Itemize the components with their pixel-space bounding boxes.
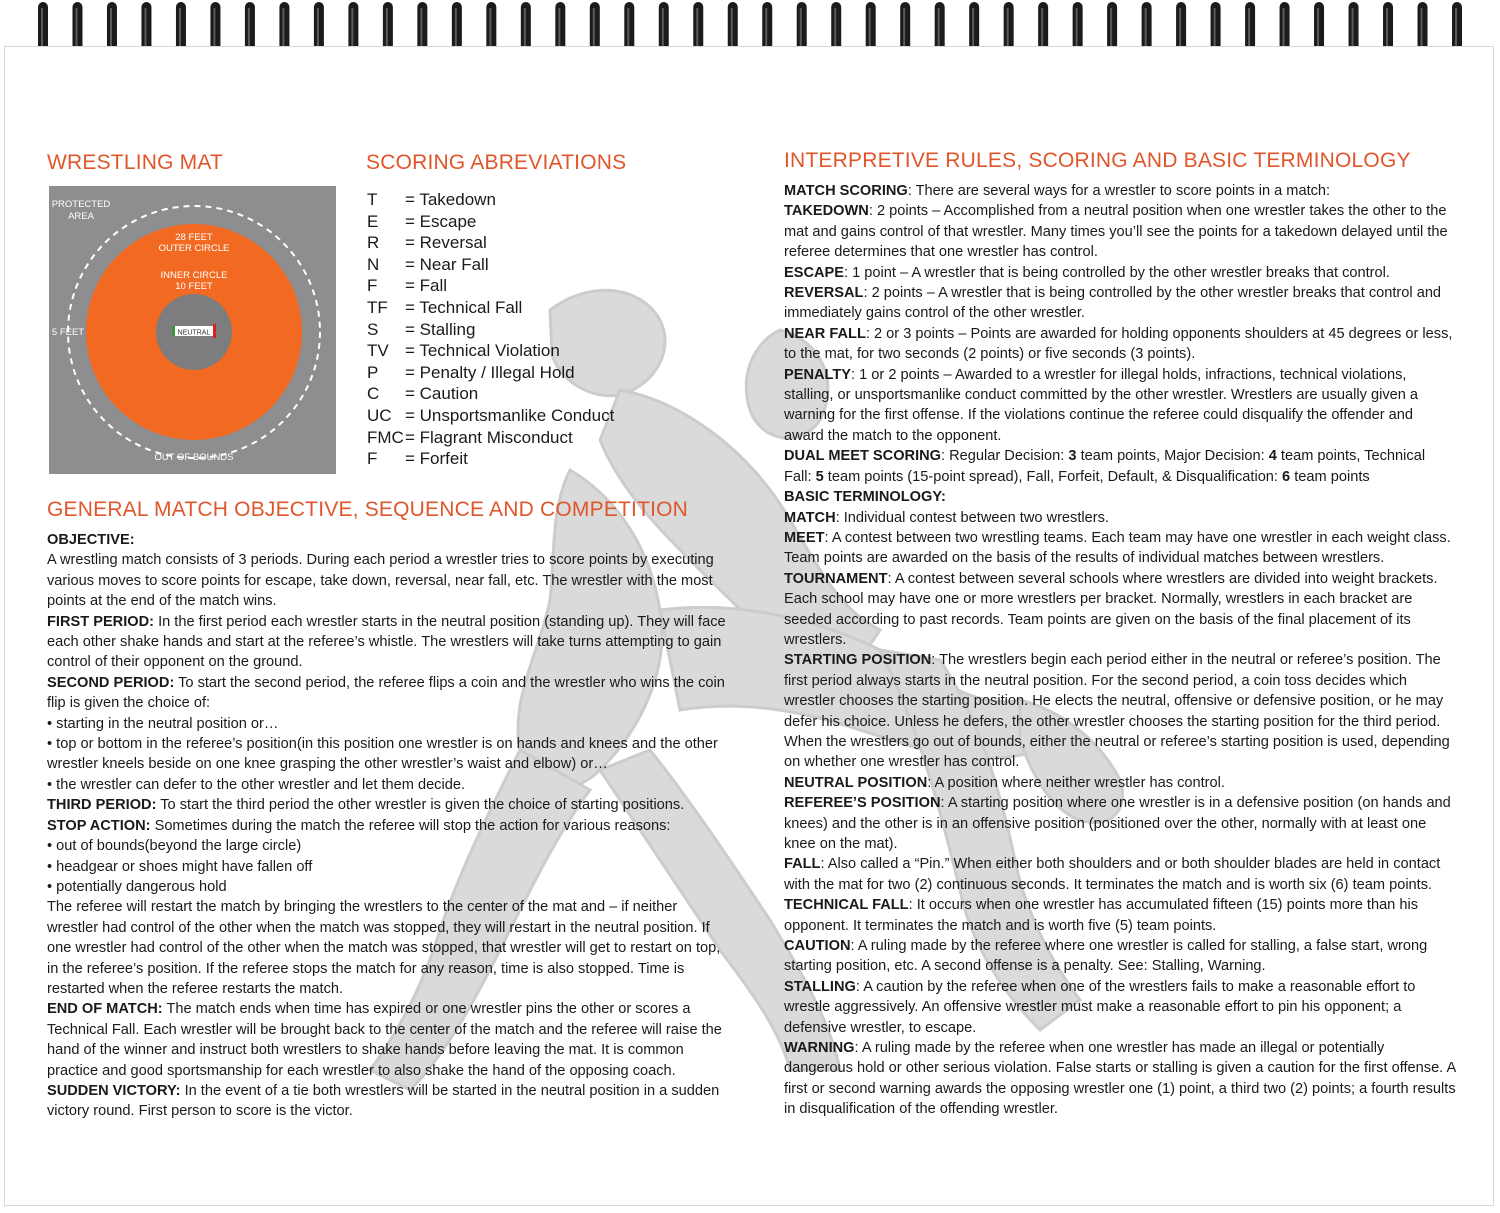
body-text: : The wrestlers begin each period either in the neutral or referee’s position. The first period always starts in the neutral position. For the second period, a coin toss decides which wrestler chooses the starting position. He elects the neutral, offensive or defensive position, or he may defer his choice. Unless he defers, the other wrestler chooses the starting position for the third period. When the wrestlers go out of bounds, either the neutral or referee’s starting position is used, depending on whether one wrestler has control.	[784, 652, 1450, 771]
body-text: The match ends when time has expired or one wrestler pins the other or scores a Technical Fall. Each wrestler will be brought back to the center of the match and the referee will raise the hand of the winner and instruct both wrestlers to shake hands before leaving the mat. It is common practice and good sportsmanship for each wrestler to also shake the hand of the opposing coach.	[47, 1001, 722, 1079]
abbreviation-meaning: = Stalling	[405, 319, 476, 339]
green-starting-mark	[172, 326, 175, 336]
abbreviation-row	[367, 211, 667, 233]
body-text: potentially dangerous hold	[56, 878, 227, 895]
abbreviation-meaning: = Reversal	[405, 233, 487, 253]
general-paragraph	[47, 999, 727, 1081]
bold-term: PENALTY	[784, 366, 852, 383]
abbreviation-code: N	[367, 254, 380, 274]
abbreviation-code: T	[367, 190, 378, 209]
general-paragraph	[47, 714, 727, 734]
rules-paragraph	[784, 895, 1456, 936]
body-text: In the first period each wrestler starts in the neutral position (standing up). They will face each other shake hands and start at the referee’s whistle. The wrestlers will take turns attempting to gain control of their opponent on the ground.	[47, 613, 726, 671]
general-paragraph	[47, 897, 727, 999]
abbreviation-code: S	[367, 319, 379, 339]
body-text: : Individual contest between two wrestlers.	[835, 509, 1109, 526]
bold-term: 3	[1068, 448, 1077, 465]
red-starting-mark	[213, 324, 216, 338]
rules-paragraph	[784, 854, 1456, 895]
interpretive-rules-text	[784, 181, 1456, 1120]
body-text: : Regular Decision:	[941, 448, 1069, 465]
rules-paragraph	[784, 201, 1456, 262]
rules-paragraph	[784, 650, 1456, 772]
body-text: : A starting position where one wrestler is in a defensive position (on hands and knees) and the other is in an offensive position (positioned over the other, normally with at least one knee on the mat).	[784, 795, 1451, 852]
bold-term: 4	[1268, 448, 1277, 465]
bold-term: TAKEDOWN	[784, 203, 869, 220]
outer-circle-label-1: 28 FEET	[175, 232, 213, 243]
abbreviation-row	[367, 254, 667, 276]
abbreviation-code: FMC	[367, 427, 404, 447]
body-text: : 1 point – A wrestler that is being controlled by the other wrestler breaks that control.	[844, 264, 1390, 281]
body-text: : Also called a “Pin.” When either both shoulders and or both shoulder blades are held in contact with the mat for two (2) continuous seconds. It terminates the match and is worth six (6) team points.	[784, 856, 1441, 893]
body-text: top or bottom in the referee’s position(in this position one wrestler is on hands and knees and the other wrestler kneels beside on one knee grasping the other wrestler’s waist and elbow) or…	[47, 736, 718, 773]
rules-paragraph	[784, 569, 1456, 651]
rules-paragraph	[784, 508, 1456, 528]
abbreviation-meaning: = Unsportsmanlike Conduct	[405, 405, 615, 425]
rules-paragraph	[784, 773, 1456, 793]
protected-label: PROTECTED	[51, 199, 111, 210]
general-paragraph	[47, 1081, 727, 1122]
abbreviation-meaning: = Technical Fall	[405, 297, 523, 317]
rules-paragraph	[784, 324, 1456, 365]
bold-term: REFEREE’S POSITION	[784, 795, 941, 812]
general-paragraph	[47, 734, 727, 775]
bold-term: WARNING	[784, 1040, 855, 1057]
abbreviation-code: C	[367, 384, 380, 404]
body-text: : A ruling made by the referee when one wrestler has made an illegal or potentially dangerous hold or other serious violation. False starts or stalling is given a caution for the first offense. A first or second warning awards the opposing wrestler one (1) point, a third two (2) points; a fourth results in disqualification of the offending wrestler.	[784, 1040, 1456, 1118]
body-text: : A contest between several schools where wrestlers are divided into weight brackets. Each school may have one or more wrestlers per bracket. Normally, wrestlers in each bracket are seeded according to past records. Team points are given on the basis of the final placement of its wrestlers.	[784, 570, 1438, 648]
body-text: headgear or shoes might have fallen off	[56, 858, 313, 875]
rules-paragraph	[784, 977, 1456, 1038]
rules-paragraph	[784, 793, 1456, 854]
out-of-bounds-label: OUT OF BOUNDS	[154, 452, 234, 463]
abbreviation-meaning: = Technical Violation	[405, 341, 560, 361]
abbreviation-row	[367, 448, 667, 470]
abbreviation-row	[367, 362, 667, 384]
rules-paragraph	[784, 283, 1456, 324]
body-text: To start the second period, the referee flips a coin and the wrestler who wins the coin flip is given the choice of:	[47, 674, 725, 712]
abbreviation-meaning: = Fall	[405, 276, 448, 296]
bold-term: ESCAPE	[784, 264, 845, 281]
body-text: team points, Major Decision:	[1076, 448, 1269, 465]
general-paragraph	[47, 816, 727, 836]
bold-term: NEUTRAL POSITION	[784, 774, 928, 791]
body-text: : A position where neither wrestler has control.	[927, 774, 1225, 791]
body-text: : There are several ways for a wrestler to score points in a match:	[907, 183, 1331, 199]
bold-term: OBJECTIVE:	[47, 532, 135, 548]
body-text: team points (15-point spread), Fall, Forfeit, Default, & Disqualification:	[823, 468, 1283, 485]
bold-term: FALL	[784, 856, 821, 873]
abbreviation-code: R	[367, 233, 380, 253]
bold-term: NEAR FALL	[784, 325, 866, 342]
body-text: : 2 points – A wrestler that is being controlled by the other wrestler breaks that control and immediately gains control of the other wrestler.	[784, 285, 1442, 322]
heading-scoring-abbreviations: SCORING ABREVIATIONS	[366, 151, 627, 174]
body-text: : A caution by the referee when one of the wrestlers fails to make a reasonable effort to wrestle aggressively. An offensive wrestler must make a reasonable effort to pin his opponent; a defensive wrestler, to escape.	[784, 978, 1416, 1036]
body-text: starting in the neutral position or…	[56, 715, 279, 732]
body-text: the wrestler can defer to the other wrestler and let them decide.	[56, 776, 466, 793]
abbreviation-code: TV	[367, 341, 389, 361]
heading-general-match: GENERAL MATCH OBJECTIVE, SEQUENCE AND COMPETITION	[47, 498, 689, 521]
abbreviation-row	[367, 297, 667, 319]
abbreviation-code: UC	[367, 405, 392, 425]
body-text: : 2 or 3 points – Points are awarded for holding opponents shoulders at 45 degrees or less, to the mat, for two seconds (2 points) or five seconds (3 points).	[784, 325, 1453, 363]
rules-paragraph	[784, 936, 1456, 977]
abbreviation-row	[367, 189, 667, 211]
rules-paragraph	[784, 487, 1456, 507]
abbreviation-meaning: = Forfeit	[405, 449, 468, 469]
abbreviation-row	[367, 340, 667, 362]
rules-paragraph	[784, 181, 1456, 201]
abbreviation-row	[367, 275, 667, 297]
body-text: The referee will restart the match by bringing the wrestlers to the center of the mat and – if neither wrestler had control of the other when the match was stopped, they will restart in the neutral position. If one wrestler had control of the other when the match was stopped, that wrestler will get to restart on top, in the referee’s position. If the referee stops the match for any reason, time is also stopped. Time is restarted when the referee restarts the match.	[47, 899, 721, 997]
rules-paragraph	[784, 528, 1456, 569]
inner-circle-label-1: INNER CIRCLE	[160, 270, 228, 281]
bold-term: DUAL MEET SCORING	[784, 448, 942, 465]
body-text: team points	[1290, 468, 1370, 485]
abbreviation-meaning: = Penalty / Illegal Hold	[405, 362, 575, 382]
heading-interpretive-rules: INTERPRETIVE RULES, SCORING AND BASIC TERMINOLOGY	[784, 149, 1411, 172]
outer-circle-label-2: OUTER CIRCLE	[158, 243, 230, 254]
bold-term: MATCH SCORING	[784, 183, 908, 199]
abbreviation-row	[367, 232, 667, 254]
wrestling-mat-diagram	[49, 186, 336, 474]
inner-circle-label-2: 10 FEET	[175, 281, 213, 292]
abbreviation-code: F	[367, 449, 378, 469]
general-paragraph	[47, 836, 727, 856]
bold-term: SUDDEN VICTORY:	[47, 1082, 181, 1099]
bold-term: SECOND PERIOD:	[47, 674, 175, 691]
body-text: : It occurs when one wrestler has accumulated fifteen (15) points more than his opponent. It terminates the match and is worth five (5) team points.	[784, 897, 1419, 934]
body-text: Sometimes during the match the referee will stop the action for various reasons:	[150, 817, 671, 834]
general-paragraph	[47, 673, 727, 714]
abbreviation-meaning: = Takedown	[405, 190, 496, 209]
abbreviation-row	[367, 405, 667, 427]
bold-term: BASIC TERMINOLOGY:	[784, 489, 946, 506]
body-text: : A contest between two wrestling teams. Each team may have one wrestler in each weight class. Team points are awarded on the basis of the results of individual matches between wrestlers.	[784, 529, 1451, 567]
bold-term: 6	[1282, 468, 1291, 485]
bold-term: FIRST PERIOD:	[47, 613, 155, 630]
general-paragraph	[47, 795, 727, 815]
bold-term: 5	[815, 468, 824, 485]
abbreviation-meaning: = Escape	[405, 211, 477, 231]
general-paragraph	[47, 612, 727, 673]
abbreviation-row	[367, 383, 667, 405]
abbreviation-row	[367, 427, 667, 449]
general-paragraph	[47, 877, 727, 897]
abbreviation-meaning: = Near Fall	[405, 254, 489, 274]
rules-paragraph	[784, 446, 1456, 487]
general-paragraph	[47, 857, 727, 877]
heading-wrestling-mat: WRESTLING MAT	[47, 151, 224, 174]
rules-paragraph	[784, 1038, 1456, 1120]
abbreviation-meaning: = Caution	[405, 384, 479, 404]
body-text: : A ruling made by the referee where one wrestler is called for stalling, a false start, wrong starting position, etc. A second offense is a penalty. See: Stalling, Warning.	[784, 938, 1428, 975]
general-paragraph	[47, 775, 727, 795]
neutral-label: NEUTRAL	[177, 329, 211, 337]
bold-term: MATCH	[784, 509, 836, 526]
body-text: team points, Technical Fall:	[784, 448, 1426, 485]
bold-term: STARTING POSITION	[784, 652, 932, 669]
general-match-text	[47, 530, 727, 1122]
bold-term: TOURNAMENT	[784, 570, 888, 587]
bold-term: REVERSAL	[784, 285, 864, 302]
abbreviation-code: F	[367, 276, 378, 296]
rules-paragraph	[784, 365, 1456, 447]
body-text: out of bounds(beyond the large circle)	[56, 838, 302, 855]
bold-term: MEET	[784, 529, 825, 546]
abbreviation-code: TF	[367, 297, 388, 317]
five-feet-label: 5 FEET	[51, 327, 85, 338]
body-text: A wrestling match consists of 3 periods. During each period a wrestler tries to score points by executing various moves to score points for escape, take down, reversal, near fall, etc. The wrestler with the most points at the end of the match wins.	[47, 552, 714, 610]
general-paragraph	[47, 530, 727, 550]
abbreviation-meaning: = Flagrant Misconduct	[405, 427, 573, 447]
abbreviation-row	[367, 319, 667, 341]
body-text: In the event of a tie both wrestlers will be started in the neutral position in a sudden victory round. First person to score is the victor.	[47, 1082, 720, 1120]
rules-paragraph	[784, 263, 1456, 283]
bold-term: THIRD PERIOD:	[47, 797, 157, 814]
general-paragraph	[47, 550, 727, 611]
body-text: : 1 or 2 points – Awarded to a wrestler for illegal holds, infractions, technical violations, stalling, or unsportsmanlike conduct committed by the other wrestler. Wrestlers are usually given a warning for the first offense. If the violations continue the referee could disqualify the offender and award the match to the opponent.	[784, 366, 1419, 444]
bold-term: CAUTION	[784, 938, 851, 955]
body-text: : 2 points – Accomplished from a neutral position when one wrestler takes the other to the mat and gains control of that wrestler. Many times you’ll see the points for a takedown delayed until the referee determines that one wrestler has control.	[784, 203, 1448, 261]
abbreviation-code: E	[367, 211, 379, 231]
bold-term: TECHNICAL FALL	[784, 897, 909, 914]
body-text: To start the third period the other wrestler is given the choice of starting positions.	[156, 797, 685, 814]
abbreviation-code: P	[367, 362, 379, 382]
bold-term: END OF MATCH:	[47, 1001, 163, 1018]
area-label: AREA	[68, 211, 94, 222]
bold-term: STOP ACTION:	[47, 817, 151, 834]
bold-term: STALLING	[784, 978, 856, 995]
scoring-abbreviations-list	[367, 189, 667, 470]
